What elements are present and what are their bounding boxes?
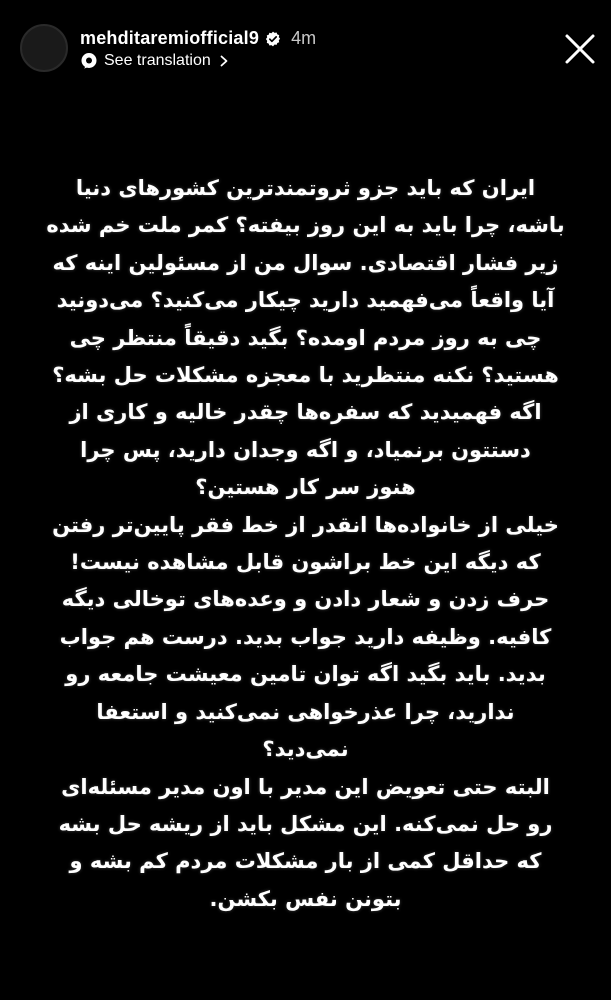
story-line: زیر فشار اقتصادی. سوال من از مسئولین اینه که <box>52 250 559 275</box>
story-line: که حداقل کمی از بار مشکلات مردم کم بشه و <box>69 849 542 874</box>
story-line: خیلی از خانواده‌ها انقدر از خط فقر پایین‌تر رفتن <box>52 512 559 537</box>
story-text <box>10 170 601 918</box>
story-line: البته حتی تعویض این مدیر با اون مدیر مسئله‌ای <box>61 774 550 799</box>
story-line: نمی‌دید؟ <box>262 737 349 762</box>
see-translation-button[interactable] <box>80 52 229 70</box>
translation-icon <box>80 52 98 70</box>
story-line: باشه، چرا باید به این روز بیفته؟ کمر ملت خم شده <box>46 213 565 238</box>
close-icon[interactable] <box>563 32 597 66</box>
chevron-right-icon <box>219 55 229 67</box>
story-line: کافیه. وظیفه دارید جواب بدید. درست هم جواب <box>59 624 552 649</box>
story-line: آیا واقعاً می‌فهمید دارید چیکار می‌کنید؟ می‌دونید <box>56 288 555 313</box>
story-line: هستید؟ نکنه منتظرید با معجزه مشکلات حل بشه؟ <box>52 363 559 388</box>
story-line: هنوز سر کار هستین؟ <box>195 475 416 500</box>
see-translation-label: See translation <box>104 52 211 69</box>
story-line: دستتون برنمیاد، و اگه وجدان دارید، پس چرا <box>80 437 531 462</box>
story-line: رو حل نمی‌کنه. این مشکل باید از ریشه حل بشه <box>58 811 553 836</box>
username-row <box>80 28 316 49</box>
timestamp: 4m <box>291 28 317 48</box>
avatar[interactable] <box>20 24 68 72</box>
verified-badge-icon <box>265 31 281 47</box>
story-line: ایران که باید جزو ثروتمندترین کشورهای دنیا <box>75 176 536 200</box>
story-line: اگه فهمیدید که سفره‌ها چقدر خالیه و کاری از <box>69 400 542 425</box>
story-header <box>0 0 611 82</box>
story-line: بتونن نفس بکشن. <box>209 886 402 911</box>
story-line: که دیگه این خط براشون قابل مشاهده نیست! <box>70 550 541 575</box>
story-line: ندارید، چرا عذرخواهی نمی‌کنید و استعفا <box>96 699 515 724</box>
story-line: بدید. باید بگید اگه توان تامین معیشت جامعه رو <box>65 662 546 687</box>
username[interactable]: mehditaremiofficial9 <box>80 28 260 48</box>
story-line: حرف زدن و شعار دادن و وعده‌های توخالی دیگه <box>61 587 550 612</box>
story-line: چی به روز مردم اومده؟ بگید دقیقاً منتظر چی <box>69 325 542 350</box>
